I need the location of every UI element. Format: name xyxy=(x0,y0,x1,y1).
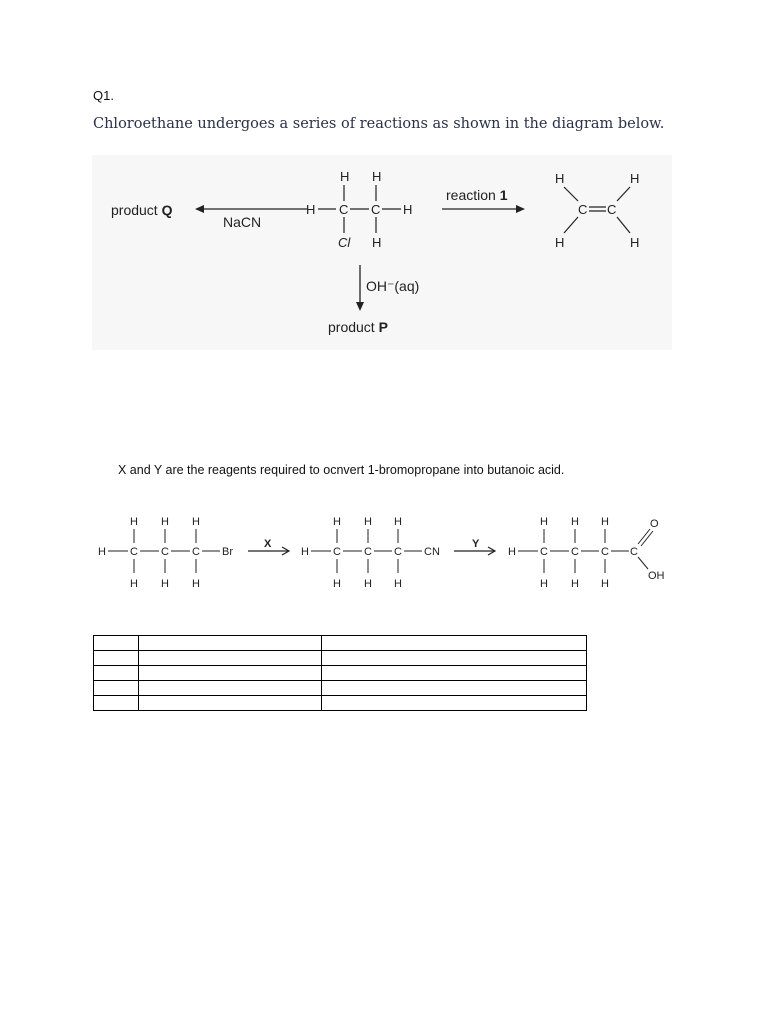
table-row xyxy=(94,636,587,651)
atom-c: C xyxy=(161,546,169,558)
table-cell[interactable] xyxy=(139,681,322,696)
atom-h: H xyxy=(540,516,548,528)
reaction-scheme-1 xyxy=(92,155,672,350)
table-row xyxy=(94,666,587,681)
atom-c: C xyxy=(630,546,638,558)
table-cell[interactable] xyxy=(322,636,587,651)
table-row xyxy=(94,696,587,711)
reaction-scheme-2 xyxy=(92,505,692,600)
atom-h: H xyxy=(630,171,640,186)
table-cell[interactable] xyxy=(139,696,322,711)
question-number: Q1. xyxy=(93,88,114,103)
reagent-x-label: X xyxy=(264,538,272,550)
atom-h: H xyxy=(630,235,640,250)
atom-c: C xyxy=(333,546,341,558)
table-cell[interactable] xyxy=(94,636,139,651)
table-row xyxy=(94,681,587,696)
atom-h: H xyxy=(394,578,402,590)
butanoic-acid-synthesis-diagram xyxy=(92,505,692,600)
table-cell[interactable] xyxy=(94,696,139,711)
table-cell[interactable] xyxy=(139,651,322,666)
atom-c: C xyxy=(601,546,609,558)
molecule-butanoic-acid xyxy=(508,516,665,590)
atom-c: C xyxy=(540,546,548,558)
table-row xyxy=(94,651,587,666)
table-cell[interactable] xyxy=(322,666,587,681)
atom-c: C xyxy=(339,202,349,217)
product-p-label: product P xyxy=(328,319,388,335)
atom-c: C xyxy=(371,202,381,217)
chloroethane-reaction-diagram xyxy=(92,155,672,350)
atom-h: H xyxy=(306,202,316,217)
bond xyxy=(638,557,648,569)
atom-cl: Cl xyxy=(338,235,351,250)
atom-h: H xyxy=(192,516,200,528)
atom-c: C xyxy=(364,546,372,558)
bond xyxy=(564,187,578,201)
oh-arrowhead xyxy=(356,302,364,311)
table-cell[interactable] xyxy=(139,636,322,651)
atom-h: H xyxy=(161,516,169,528)
table-cell[interactable] xyxy=(322,696,587,711)
reaction-1-arrowhead xyxy=(516,205,525,213)
atom-h: H xyxy=(394,516,402,528)
atom-h: H xyxy=(372,169,382,184)
atom-h: H xyxy=(508,546,516,558)
atom-c: C xyxy=(578,202,588,217)
atom-h: H xyxy=(192,578,200,590)
reaction-1-label: reaction 1 xyxy=(446,187,508,203)
atom-h: H xyxy=(571,516,579,528)
atom-br: Br xyxy=(222,546,233,558)
atom-c: C xyxy=(130,546,138,558)
atom-h: H xyxy=(601,516,609,528)
atom-h: H xyxy=(130,516,138,528)
atom-h: H xyxy=(555,235,565,250)
bond xyxy=(617,187,630,201)
molecule-bromopropane xyxy=(98,516,233,590)
table-cell[interactable] xyxy=(322,681,587,696)
table-cell[interactable] xyxy=(94,666,139,681)
atom-h: H xyxy=(98,546,106,558)
atom-h: H xyxy=(364,516,372,528)
question-intro: Chloroethane undergoes a series of reactions as shown in the diagram below. xyxy=(93,116,665,132)
molecule-butanenitrile xyxy=(301,516,440,590)
bond xyxy=(617,217,630,233)
atom-h: H xyxy=(403,202,413,217)
atom-h: H xyxy=(372,235,382,250)
nacn-label: NaCN xyxy=(223,214,262,230)
atom-h: H xyxy=(555,171,565,186)
product-q-label: product Q xyxy=(111,202,173,218)
atom-h: H xyxy=(571,578,579,590)
atom-h: H xyxy=(540,578,548,590)
atom-h: H xyxy=(333,516,341,528)
nacn-arrowhead xyxy=(195,205,204,213)
atom-h: H xyxy=(161,578,169,590)
group-cn: CN xyxy=(424,546,440,558)
bond xyxy=(564,217,578,233)
atom-c: C xyxy=(394,546,402,558)
group-oh: OH xyxy=(648,570,665,582)
atom-h: H xyxy=(301,546,309,558)
atom-h: H xyxy=(333,578,341,590)
answer-table xyxy=(93,635,587,711)
atom-h: H xyxy=(130,578,138,590)
oh-label: OH⁻(aq) xyxy=(366,278,420,294)
atom-c: C xyxy=(571,546,579,558)
table-cell[interactable] xyxy=(322,651,587,666)
table-cell[interactable] xyxy=(94,681,139,696)
table-cell[interactable] xyxy=(94,651,139,666)
reagent-y-label: Y xyxy=(472,538,480,550)
atom-o: O xyxy=(650,518,659,530)
table-cell[interactable] xyxy=(139,666,322,681)
atom-h: H xyxy=(364,578,372,590)
atom-c: C xyxy=(607,202,617,217)
atom-c: C xyxy=(192,546,200,558)
atom-h: H xyxy=(601,578,609,590)
reagents-sentence: X and Y are the reagents required to ocnvert 1-bromopropane into butanoic acid. xyxy=(118,463,565,477)
atom-h: H xyxy=(340,169,350,184)
